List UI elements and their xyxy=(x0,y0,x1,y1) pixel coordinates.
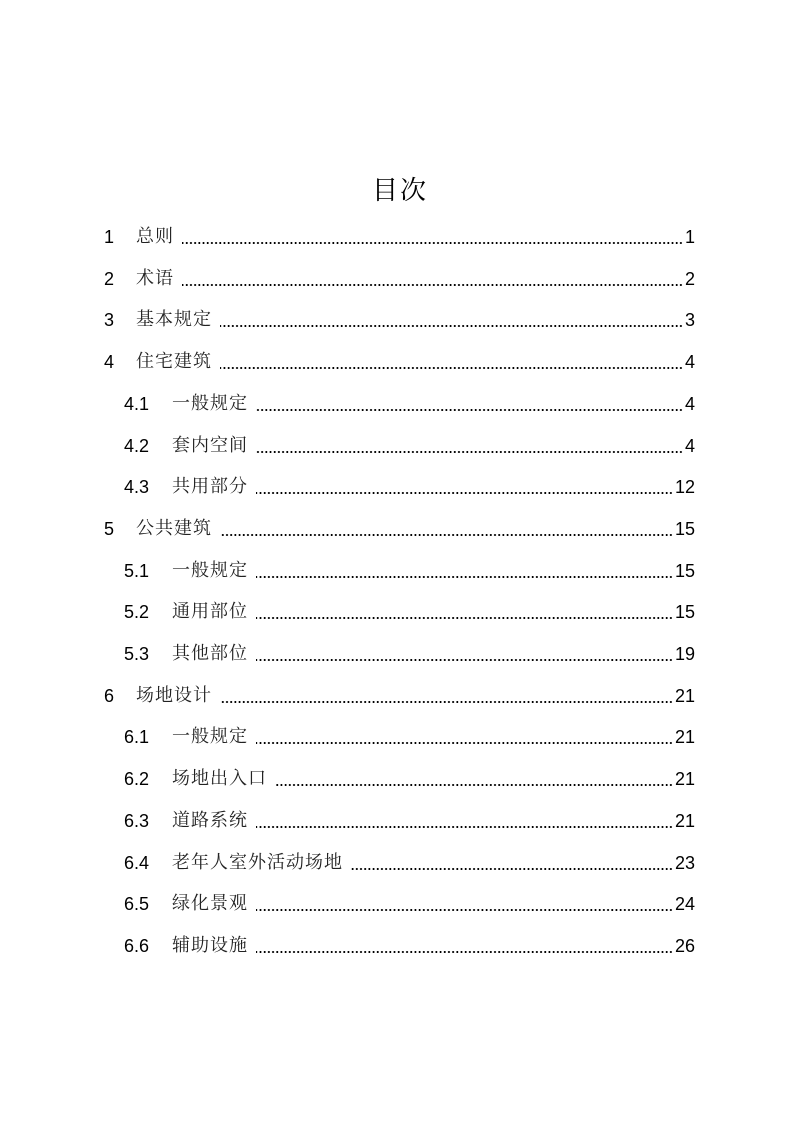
toc-entry-number: 4.1 xyxy=(124,393,150,414)
toc-entry[interactable] xyxy=(124,931,695,961)
toc-entry[interactable] xyxy=(124,472,695,502)
toc-entry[interactable] xyxy=(124,639,695,669)
toc-entry-page: 21 xyxy=(674,810,695,831)
toc-entry-label: 通用部位 xyxy=(172,601,248,623)
dot-leader xyxy=(256,722,675,752)
toc-entry-page: 21 xyxy=(674,685,695,706)
toc-entry-label: 道路系统 xyxy=(172,809,248,831)
dot-leader xyxy=(351,848,675,878)
toc-entry[interactable] xyxy=(104,305,695,335)
toc-entry-label: 其他部位 xyxy=(172,643,248,664)
toc-entry-label: 一般规定 xyxy=(172,559,248,581)
toc-entry-label: 术语 xyxy=(136,267,174,289)
toc-entry-number: 6 xyxy=(104,685,115,706)
toc-entry-page: 4 xyxy=(684,393,695,414)
toc-entry-page: 2 xyxy=(684,268,695,289)
toc-entry[interactable] xyxy=(104,347,695,377)
dot-leader xyxy=(256,597,675,627)
toc-entry-page: 21 xyxy=(674,769,695,790)
toc-entry[interactable] xyxy=(104,222,695,252)
toc-entry-number: 4.3 xyxy=(124,477,150,498)
toc-entry-number: 5.3 xyxy=(124,644,150,664)
toc-entry-number: 5 xyxy=(104,518,115,539)
toc-entry-number: 4 xyxy=(104,352,115,373)
dot-leader xyxy=(256,431,685,461)
toc-entry[interactable] xyxy=(104,264,695,294)
dot-leader xyxy=(182,264,685,294)
toc-entry-number: 6.2 xyxy=(124,769,150,790)
toc-entry[interactable] xyxy=(124,848,695,878)
toc-entry-number: 5.2 xyxy=(124,602,150,623)
toc-entry-page: 15 xyxy=(674,602,695,623)
dot-leader xyxy=(256,806,675,836)
toc-entry-number: 6.1 xyxy=(124,727,150,748)
toc-entry-label: 总则 xyxy=(136,226,174,247)
toc-entry-number: 4.2 xyxy=(124,435,150,456)
toc-entry-label: 住宅建筑 xyxy=(136,351,212,373)
dot-leader xyxy=(275,764,675,794)
toc-entry-page: 4 xyxy=(684,352,695,373)
dot-leader xyxy=(256,389,685,419)
dot-leader xyxy=(220,514,675,544)
toc-entry[interactable] xyxy=(124,389,695,419)
toc-entry-label: 公共建筑 xyxy=(136,517,212,539)
toc-entry-page: 19 xyxy=(674,644,695,664)
toc-entry-number: 6.4 xyxy=(124,852,150,873)
toc-entry-label: 老年人室外活动场地 xyxy=(172,851,343,873)
toc-entry-number: 3 xyxy=(104,310,115,331)
toc-entry-label: 辅助设施 xyxy=(172,934,248,956)
toc-entry-number: 6.3 xyxy=(124,810,150,831)
toc-entry-number: 5.1 xyxy=(124,560,150,581)
toc-entry-number: 2 xyxy=(104,268,115,289)
dot-leader xyxy=(256,639,675,669)
dot-leader xyxy=(220,305,685,335)
dot-leader xyxy=(220,681,675,711)
toc-entry[interactable] xyxy=(124,889,695,919)
toc-entry[interactable] xyxy=(104,514,695,544)
toc-entry-label: 场地出入口 xyxy=(172,768,267,790)
toc-entry[interactable] xyxy=(124,764,695,794)
dot-leader xyxy=(256,472,675,502)
toc-entry-label: 场地设计 xyxy=(136,684,212,706)
toc-entry-label: 共用部分 xyxy=(172,476,248,498)
toc-entry-number: 1 xyxy=(104,227,115,247)
dot-leader xyxy=(220,347,685,377)
toc-entry[interactable] xyxy=(124,556,695,586)
toc-entry-label: 绿化景观 xyxy=(172,893,248,915)
dot-leader xyxy=(256,889,675,919)
toc-entry-label: 基本规定 xyxy=(136,309,212,331)
toc-entry-page: 1 xyxy=(684,227,695,247)
toc-entry-page: 24 xyxy=(674,894,695,915)
toc-entry-page: 4 xyxy=(684,435,695,456)
toc-entry-page: 26 xyxy=(674,935,695,956)
toc-entry-number: 6.6 xyxy=(124,935,150,956)
toc-entry-number: 6.5 xyxy=(124,894,150,915)
toc-entry-page: 21 xyxy=(674,727,695,748)
page-title: 目次 xyxy=(371,176,428,206)
toc-entry[interactable] xyxy=(104,681,695,711)
dot-leader xyxy=(256,931,675,961)
toc-entry-page: 12 xyxy=(674,477,695,498)
toc-entry[interactable] xyxy=(124,431,695,461)
toc-entry-label: 一般规定 xyxy=(172,726,248,748)
toc-entry-page: 3 xyxy=(684,310,695,331)
toc-entry[interactable] xyxy=(124,722,695,752)
toc-entry-label: 套内空间 xyxy=(172,434,248,456)
toc-entry-page: 15 xyxy=(674,560,695,581)
dot-leader xyxy=(256,556,675,586)
dot-leader xyxy=(182,222,685,252)
toc-entry-label: 一般规定 xyxy=(172,392,248,414)
toc-entry[interactable] xyxy=(124,597,695,627)
toc-entry-page: 15 xyxy=(674,518,695,539)
toc-entry[interactable] xyxy=(124,806,695,836)
toc-entry-page: 23 xyxy=(674,852,695,873)
